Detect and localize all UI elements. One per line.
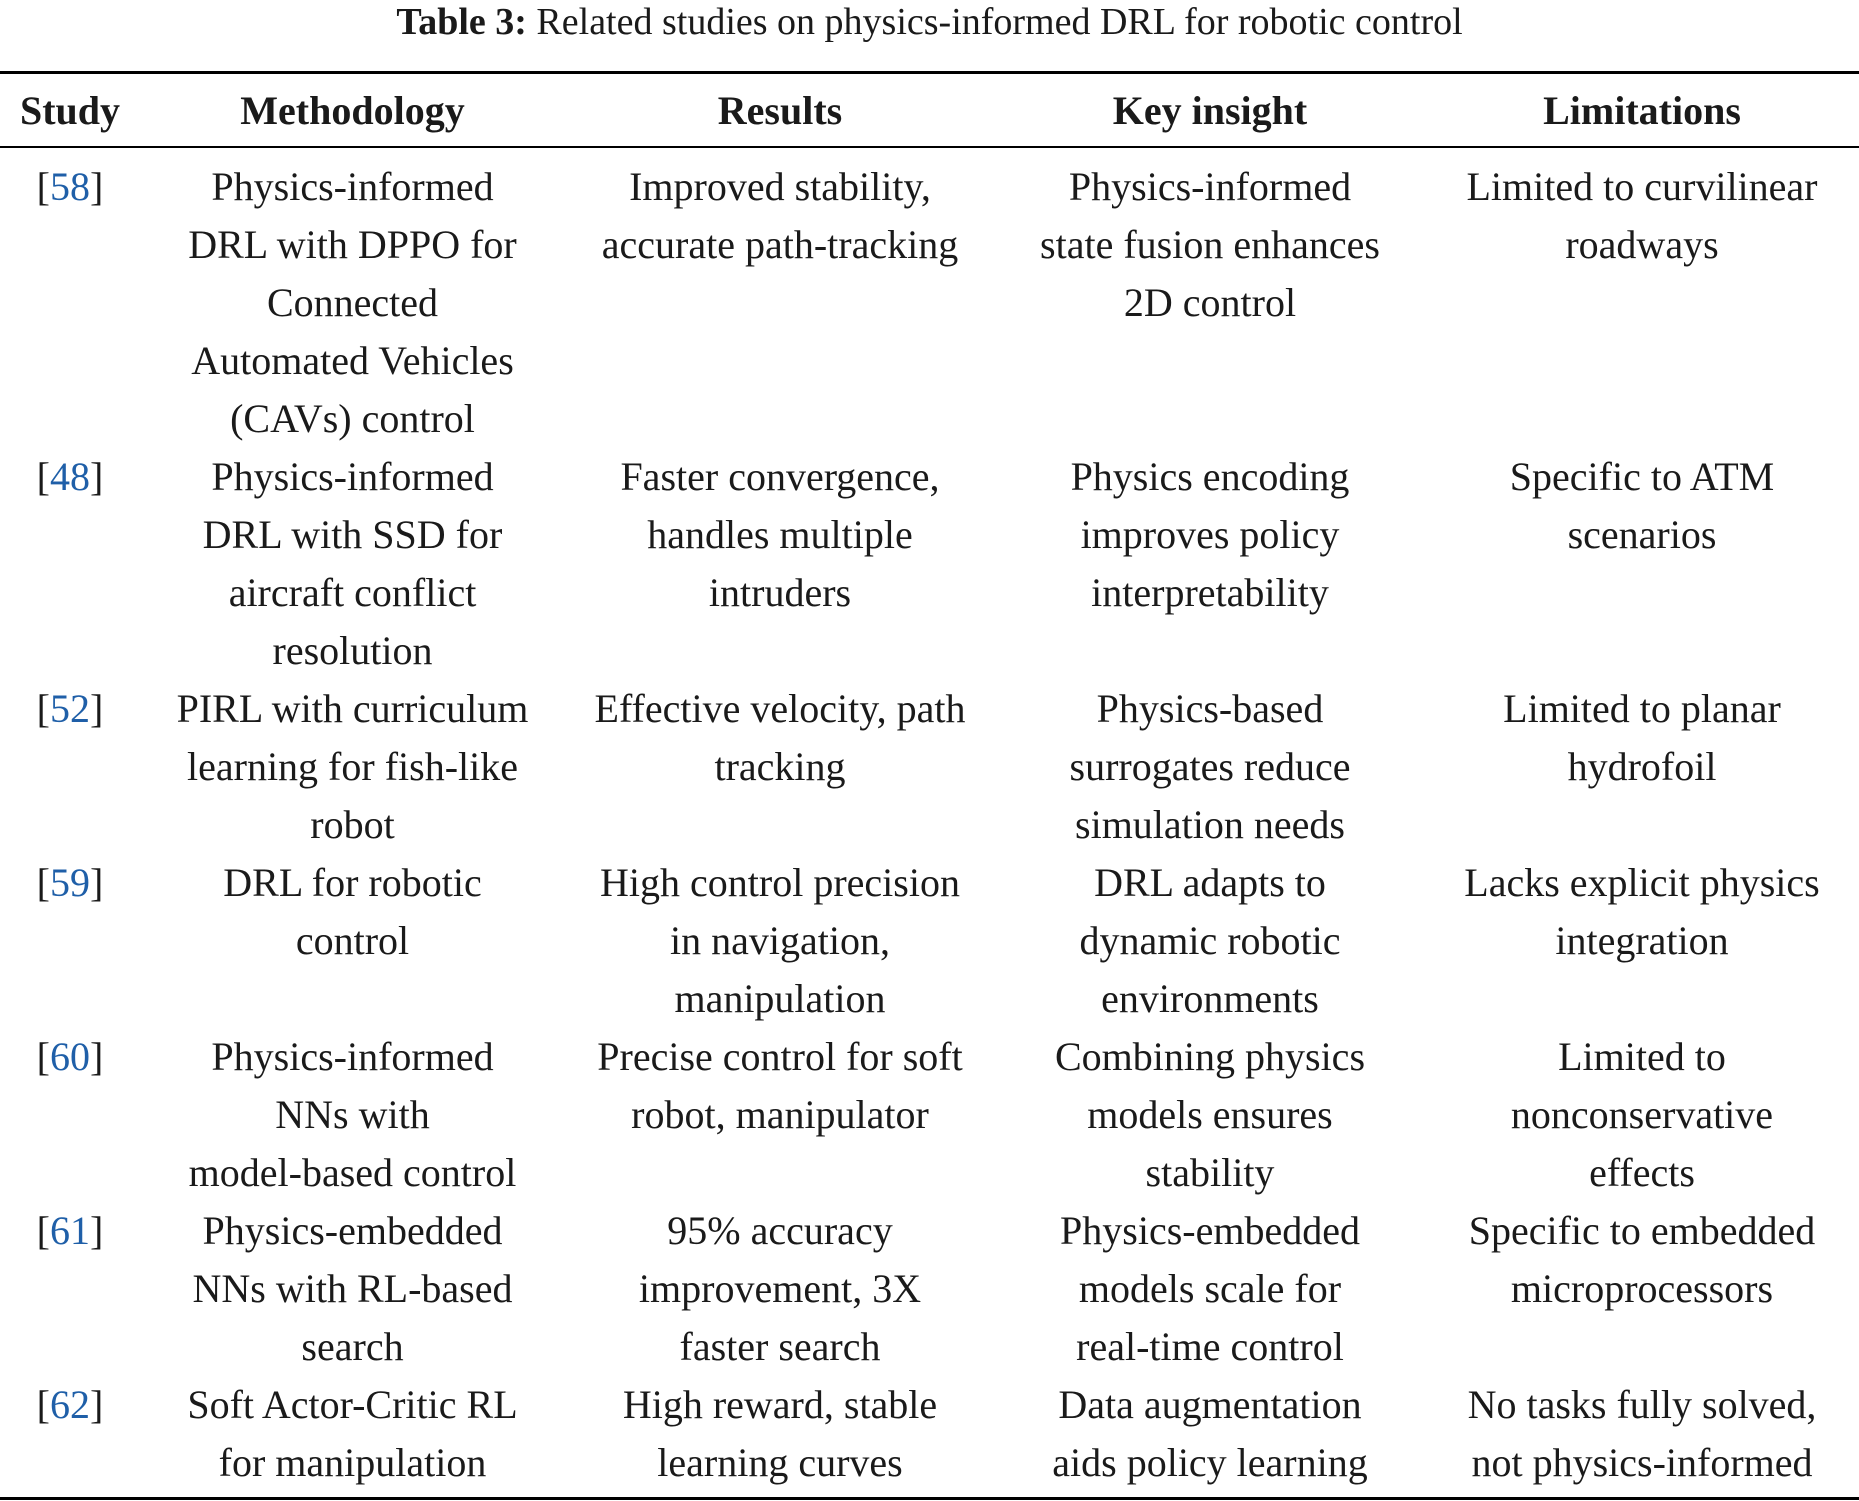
insight-line: models scale for (1078, 1266, 1342, 1311)
table-row (0, 1028, 1859, 1202)
limitations-line: Limited to (1558, 1034, 1726, 1079)
methodology-line: Physics-embedded (202, 1208, 503, 1253)
table-caption-text: Related studies on physics-informed DRL for robotic control (536, 1, 1463, 43)
study-cell: [58] (36, 164, 104, 209)
methodology-line: learning for fish-like (187, 744, 518, 789)
results-cell (565, 158, 995, 274)
results-line: High reward, stable (622, 1382, 938, 1427)
insight-line: Physics-based (1096, 686, 1324, 731)
results-line: intruders (708, 570, 852, 615)
limitations-line: integration (1555, 918, 1729, 963)
limitations-line: Limited to curvilinear (1466, 164, 1818, 209)
results-line: Faster convergence, (620, 454, 940, 499)
header-study: Study (19, 88, 121, 133)
header-methodology: Methodology (240, 88, 465, 133)
header-key-insight: Key insight (1112, 88, 1308, 133)
methodology-cell (140, 854, 565, 970)
methodology-line: resolution (272, 628, 433, 673)
results-line: improvement, 3X (638, 1266, 922, 1311)
table-row (0, 448, 1859, 680)
results-cell (565, 1028, 995, 1144)
insight-cell (995, 854, 1425, 1028)
limitations-line: No tasks fully solved, (1467, 1382, 1817, 1427)
limitations-line: roadways (1565, 222, 1719, 267)
results-line: 95% accuracy (667, 1208, 893, 1253)
table-header (0, 82, 1859, 144)
insight-cell (995, 448, 1425, 622)
study-cell: [52] (36, 686, 104, 731)
table-row (0, 1202, 1859, 1376)
limitations-line: hydrofoil (1567, 744, 1717, 789)
study-reference-link[interactable]: 60 (50, 1034, 90, 1079)
methodology-cell (140, 1028, 565, 1202)
methodology-line: aircraft conflict (228, 570, 477, 615)
study-cell: [48] (36, 454, 104, 499)
methodology-line: DRL for robotic (223, 860, 482, 905)
results-line: in navigation, (670, 918, 890, 963)
results-line: robot, manipulator (631, 1092, 929, 1137)
insight-line: Physics encoding (1070, 454, 1350, 499)
insight-cell (995, 1376, 1425, 1492)
methodology-line: Automated Vehicles (191, 338, 514, 383)
results-cell (565, 680, 995, 796)
study-cell: [60] (36, 1034, 104, 1079)
methodology-line: robot (310, 802, 395, 847)
limitations-cell (1425, 854, 1859, 970)
methodology-cell (140, 448, 565, 680)
header-limitations: Limitations (1543, 88, 1741, 133)
methodology-line: Physics-informed (211, 164, 494, 209)
methodology-line: NNs with (275, 1092, 430, 1137)
limitations-cell (1425, 680, 1859, 796)
table-row (0, 854, 1859, 1028)
limitations-cell (1425, 1202, 1859, 1318)
methodology-line: Soft Actor-Critic RL (187, 1382, 518, 1427)
limitations-cell (1425, 158, 1859, 274)
insight-line: Data augmentation (1058, 1382, 1362, 1427)
methodology-line: for manipulation (218, 1440, 487, 1485)
methodology-line: PIRL with curriculum (176, 686, 529, 731)
results-line: accurate path-tracking (601, 222, 959, 267)
results-line: tracking (714, 744, 846, 789)
results-line: Improved stability, (629, 164, 931, 209)
header-results: Results (717, 88, 843, 133)
results-line: manipulation (674, 976, 886, 1021)
study-reference-link[interactable]: 62 (50, 1382, 90, 1427)
results-cell (565, 1376, 995, 1492)
insight-line: Physics-informed (1068, 164, 1352, 209)
results-cell (565, 448, 995, 622)
insight-cell (995, 680, 1425, 854)
study-cell: [61] (36, 1208, 104, 1253)
methodology-line: (CAVs) control (230, 396, 475, 441)
table-row (0, 680, 1859, 854)
insight-cell (995, 1028, 1425, 1202)
insight-line: DRL adapts to (1094, 860, 1326, 905)
table-row (0, 158, 1859, 448)
methodology-cell (140, 680, 565, 854)
methodology-line: NNs with RL-based (192, 1266, 513, 1311)
header-rule (0, 146, 1859, 148)
insight-line: real-time control (1076, 1324, 1344, 1369)
limitations-line: Specific to embedded (1468, 1208, 1816, 1253)
insight-line: environments (1101, 976, 1319, 1021)
insight-line: models ensures (1087, 1092, 1333, 1137)
results-cell (565, 854, 995, 1028)
study-reference-link[interactable]: 58 (50, 164, 90, 209)
limitations-line: effects (1589, 1150, 1695, 1195)
insight-line: Physics-embedded (1060, 1208, 1360, 1253)
insight-line: 2D control (1123, 280, 1297, 325)
insight-cell (995, 158, 1425, 332)
methodology-line: Physics-informed (211, 454, 494, 499)
limitations-cell (1425, 1028, 1859, 1202)
limitations-line: not physics-informed (1471, 1440, 1813, 1485)
limitations-cell (1425, 448, 1859, 564)
bottom-rule (0, 1497, 1859, 1500)
limitations-line: microprocessors (1510, 1266, 1774, 1311)
results-line: Precise control for soft (597, 1034, 963, 1079)
insight-line: dynamic robotic (1079, 918, 1341, 963)
insight-line: Combining physics (1054, 1034, 1366, 1079)
study-reference-link[interactable]: 59 (50, 860, 90, 905)
methodology-line: search (301, 1324, 404, 1369)
methodology-line: Connected (266, 280, 439, 325)
study-reference-link[interactable]: 48 (50, 454, 90, 499)
limitations-line: Specific to ATM (1509, 454, 1775, 499)
results-line: faster search (679, 1324, 881, 1369)
table-caption (0, 2, 1859, 42)
methodology-line: Physics-informed (211, 1034, 494, 1079)
results-line: High control precision (600, 860, 960, 905)
methodology-line: DRL with SSD for (202, 512, 503, 557)
study-cell: [62] (36, 1382, 104, 1427)
results-line: learning curves (657, 1440, 903, 1485)
limitations-line: scenarios (1567, 512, 1717, 557)
insight-line: aids policy learning (1052, 1440, 1368, 1485)
table-row (0, 1376, 1859, 1492)
top-rule (0, 71, 1859, 74)
insight-line: improves policy (1080, 512, 1340, 557)
limitations-line: Lacks explicit physics (1464, 860, 1820, 905)
results-line: handles multiple (647, 512, 913, 557)
study-reference-link[interactable]: 52 (50, 686, 90, 731)
insight-line: surrogates reduce (1069, 744, 1351, 789)
insight-line: interpretability (1091, 570, 1329, 615)
results-cell (565, 1202, 995, 1376)
methodology-cell (140, 1376, 565, 1492)
limitations-line: Limited to planar (1503, 686, 1781, 731)
methodology-line: DRL with DPPO for (188, 222, 517, 267)
insight-line: simulation needs (1075, 802, 1345, 847)
study-reference-link[interactable]: 61 (50, 1208, 90, 1253)
limitations-cell (1425, 1376, 1859, 1492)
methodology-line: control (295, 918, 410, 963)
insight-line: stability (1145, 1150, 1275, 1195)
methodology-cell (140, 1202, 565, 1376)
limitations-line: nonconservative (1510, 1092, 1774, 1137)
insight-line: state fusion enhances (1040, 222, 1380, 267)
methodology-line: model-based control (188, 1150, 517, 1195)
table-caption-label: Table 3: (396, 1, 527, 43)
results-line: Effective velocity, path (594, 686, 966, 731)
study-cell: [59] (36, 860, 104, 905)
methodology-cell (140, 158, 565, 448)
insight-cell (995, 1202, 1425, 1376)
